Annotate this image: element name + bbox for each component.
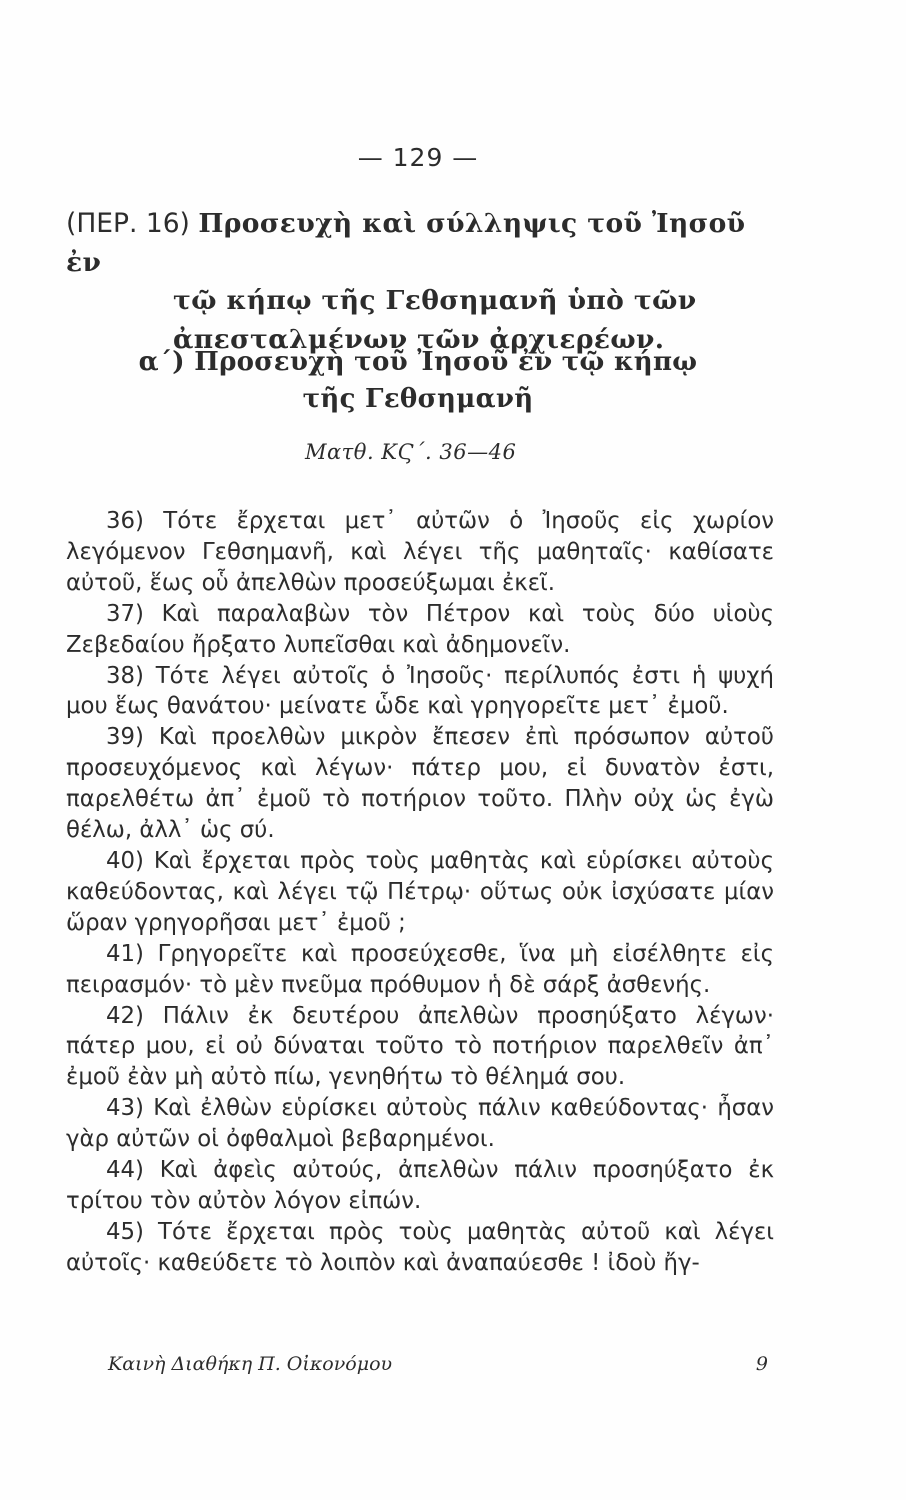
chapter-title-line-3: ἀπεσταλμένων τῶν ἀρχιερέων. (173, 323, 665, 355)
page-number: — 129 — (357, 143, 479, 172)
section-title-line-2: τῆς Γεθσημανῆ (302, 384, 534, 414)
verse-44: 44) Καὶ ἀφεὶς αὐτούς, ἀπελθὼν πάλιν προσηύξατο ἐκ τρίτου τὸν αὐτὸν λόγον εἰπών. (66, 1157, 774, 1214)
page-footer (108, 1353, 768, 1375)
section-heading (0, 344, 836, 418)
footer-title: Καινὴ Διαθήκη Π. Οἰκονόμου (108, 1353, 393, 1375)
body-text (66, 506, 774, 1279)
chapter-title-line-2: τῷ κήπῳ τῆς Γεθσημανῆ ὑπὸ τῶν (173, 285, 697, 316)
verse-36: 36) Τότε ἔρχεται μετ᾽ αὐτῶν ὁ Ἰησοῦς εἰς χωρίον λεγόμενον Γεθσημανῆ, καὶ λέγει τῆς μαθηταῖς· καθίσατε αὐτοῦ, ἕως οὗ ἀπελθὼν προσεύξωμαι ἐκεῖ. (66, 508, 774, 596)
scripture-reference: Ματθ. ΚϚ΄. 36—46 (305, 440, 517, 464)
verse-42: 42) Πάλιν ἐκ δευτέρου ἀπελθὼν προσηύξατο λέγων· πάτερ μου, εἰ οὐ δύναται τοῦτο τὸ ποτήριον παρελθεῖν ἀπ᾽ ἐμοῦ ἐὰν μὴ αὐτὸ πίω, γενηθήτω τὸ θέλημά σου. (66, 1002, 774, 1091)
verse-38: 38) Τότε λέγει αὐτοῖς ὁ Ἰησοῦς· περίλυπός ἐστι ἡ ψυχή μου ἕως θανάτου· μείνατε ὧδε καὶ γρηγορεῖτε μετ᾽ ἐμοῦ. (66, 662, 774, 720)
verse-40: 40) Καὶ ἔρχεται πρὸς τοὺς μαθητὰς καὶ εὑρίσκει αὐτοὺς καθεύδοντας, καὶ λέγει τῷ Πέτρῳ· οὕτως οὐκ ἰσχύσατε μίαν ὥραν γρηγορῆσαι μετ᾽ ἐμοῦ ; (66, 847, 774, 936)
verse-41: 41) Γρηγορεῖτε καὶ προσεύχεσθε, ἵνα μὴ εἰσέλθητε εἰς πειρασμόν· τὸ μὲν πνεῦμα πρόθυμον ἡ δὲ σάρξ ἀσθενής. (66, 940, 774, 998)
verse-37: 37) Καὶ παραλαβὼν τὸν Πέτρον καὶ τοὺς δύο υἱοὺς Ζεβεδαίου ἤρξατο λυπεῖσθαι καὶ ἀδημονεῖν. (66, 600, 774, 658)
chapter-heading (66, 205, 786, 359)
chapter-title-line-1: Προσευχὴ καὶ σύλληψις τοῦ Ἰησοῦ ἐν (66, 208, 746, 278)
chapter-prefix: (ΠΕΡ. 16) (66, 208, 190, 239)
signature-number: 9 (755, 1353, 768, 1375)
verse-39: 39) Καὶ προελθὼν μικρὸν ἔπεσεν ἐπὶ πρόσωπον αὐτοῦ προσευχόμενος καὶ λέγων· πάτερ μου, εἰ δυνατὸν ἐστι, παρελθέτω ἀπ᾽ ἐμοῦ τὸ ποτήριον τοῦτο. Πλὴν οὐχ ὡς ἐγὼ θέλω, ἀλλ᾽ ὡς σύ. (66, 724, 774, 844)
verse-43: 43) Καὶ ἐλθὼν εὑρίσκει αὐτοὺς πάλιν καθεύδοντας· ἦσαν γὰρ αὐτῶν οἱ ὀφθαλμοὶ βεβαρημένοι. (66, 1095, 774, 1153)
section-title-line-1: α΄) Προσευχὴ τοῦ Ἰησοῦ ἐν τῷ κήπῳ (138, 347, 698, 377)
verse-45: 45) Τότε ἔρχεται πρὸς τοὺς μαθητὰς αὐτοῦ καὶ λέγει αὐτοῖς· καθεύδετε τὸ λοιπὸν καὶ ἀναπαύεσθε ! ἰδοὺ ἤγ- (66, 1218, 774, 1276)
